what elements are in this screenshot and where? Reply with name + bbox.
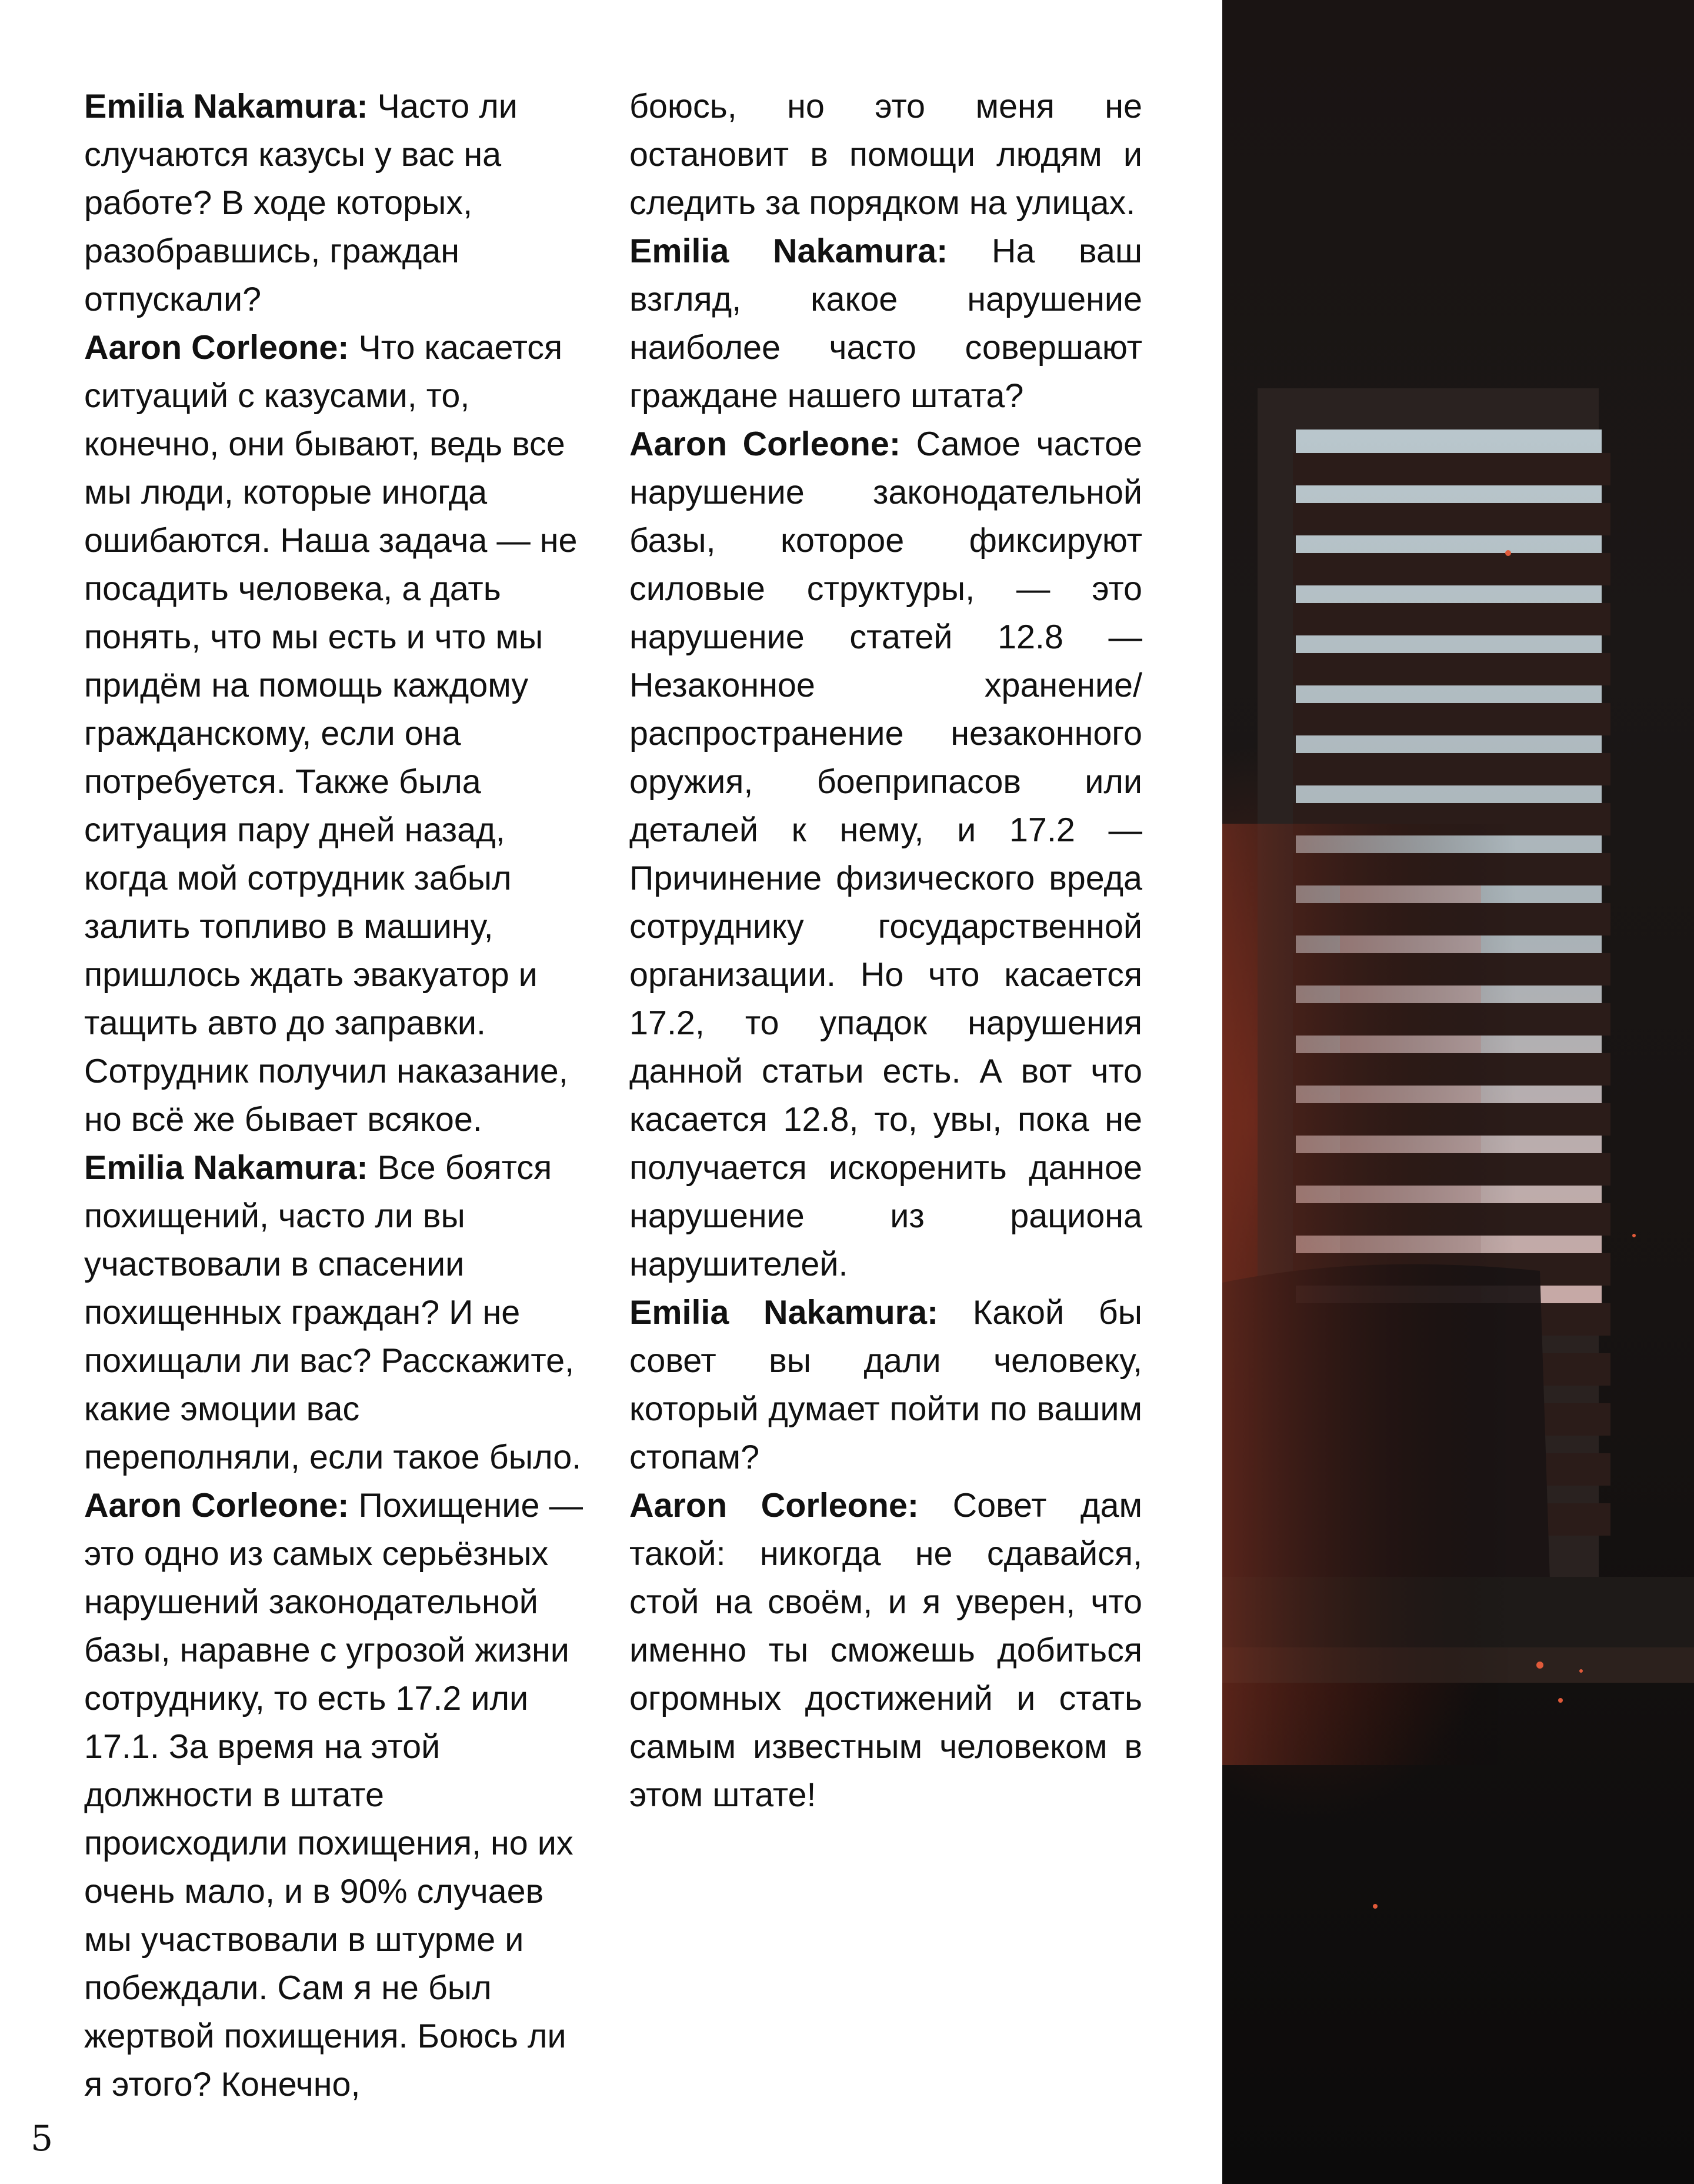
speaker-name: Emilia Nakamura: <box>629 1294 939 1331</box>
speaker-name: Aaron Corleone: <box>629 1487 919 1524</box>
interview-column-left <box>84 82 584 2109</box>
paragraph-text: Похищение — это одно из самых серьёзных нарушений законодательной базы, наравне с угрозой жизни сотруднику, то есть 17.2 или 17.1. За время на этой должности в штате происходили похищения, но их очень мало, и в 90% случаев мы участвовали в штурме и побеждали. Сам я не был жертвой похищения. Боюсь ли я этого? Конечно, <box>84 1487 583 2103</box>
paragraph-text: Часто ли случаются казусы у вас на работе? В ходе которых, разобравшись, граждан отпускали? <box>84 88 518 318</box>
paragraph-text: Совет дам такой: никогда не сдавайся, стой на своём, и я уверен, что именно ты сможешь добиться огромных достижений и стать самым известным человеком в этом штате! <box>629 1487 1142 1814</box>
interview-paragraph <box>629 420 1142 1289</box>
speaker-name: Aaron Corleone: <box>629 425 901 463</box>
paragraph-text: Что касается ситуаций с казусами, то, конечно, они бывают, ведь все мы люди, которые иногда ошибаются. Наша задача — не посадить человека, а дать понять, что мы есть и что мы придём на помощь каждому гражданскому, если она потребуется. Также была ситуация пару дней назад, когда мой сотрудник забыл залить топливо в машину, пришлось ждать эвакуатор и тащить авто до заправки. Сотрудник получил наказание, но всё же бывает всякое. <box>84 329 578 1138</box>
interview-paragraph <box>84 82 584 324</box>
speaker-name: Emilia Nakamura: <box>84 1149 368 1187</box>
paragraph-text: боюсь, но это меня не остановит в помощи людям и следить за порядком на улицах. <box>629 88 1142 222</box>
interview-paragraph <box>629 227 1142 420</box>
interview-paragraph <box>629 1289 1142 1481</box>
paragraph-text: На ваш взгляд, какое нарушение наиболее часто совершают граждане нашего штата? <box>629 232 1142 415</box>
interview-paragraph <box>84 1144 584 1481</box>
paragraph-text: Самое частое нарушение законодательной базы, которое фиксируют силовые структуры, — это нарушение статей 12.8 — Незаконное хранение/распространение незаконного оружия, боеприпасов или деталей к нему, и 17.2 — Причинение физического вреда сотруднику государственной организации. Но что касается 17.2, то упадок нарушения данной статьи есть. А вот что касается 12.8, то, увы, пока не получается искоренить данное нарушение из рациона нарушителей. <box>629 425 1142 1283</box>
speaker-name: Emilia Nakamura: <box>629 232 948 270</box>
interview-paragraph <box>84 324 584 1144</box>
window-blinds-photo <box>1222 0 1694 2184</box>
page-number: 5 <box>31 2118 54 2159</box>
interview-paragraph <box>629 82 1142 227</box>
paragraph-text: Все боятся похищений, часто ли вы участвовали в спасении похищенных граждан? И не похищали ли вас? Расскажите, какие эмоции вас переполняли, если такое было. <box>84 1149 582 1476</box>
speaker-name: Emilia Nakamura: <box>84 88 368 125</box>
interview-column-right <box>629 82 1142 1819</box>
speaker-name: Aaron Corleone: <box>84 329 349 367</box>
interview-paragraph <box>84 1481 584 2109</box>
paragraph-text: Какой бы совет вы дали человеку, который думает пойти по вашим стопам? <box>629 1294 1142 1476</box>
interview-paragraph <box>629 1481 1142 1819</box>
speaker-name: Aaron Corleone: <box>84 1487 349 1524</box>
photo-illustration <box>1222 0 1694 2184</box>
